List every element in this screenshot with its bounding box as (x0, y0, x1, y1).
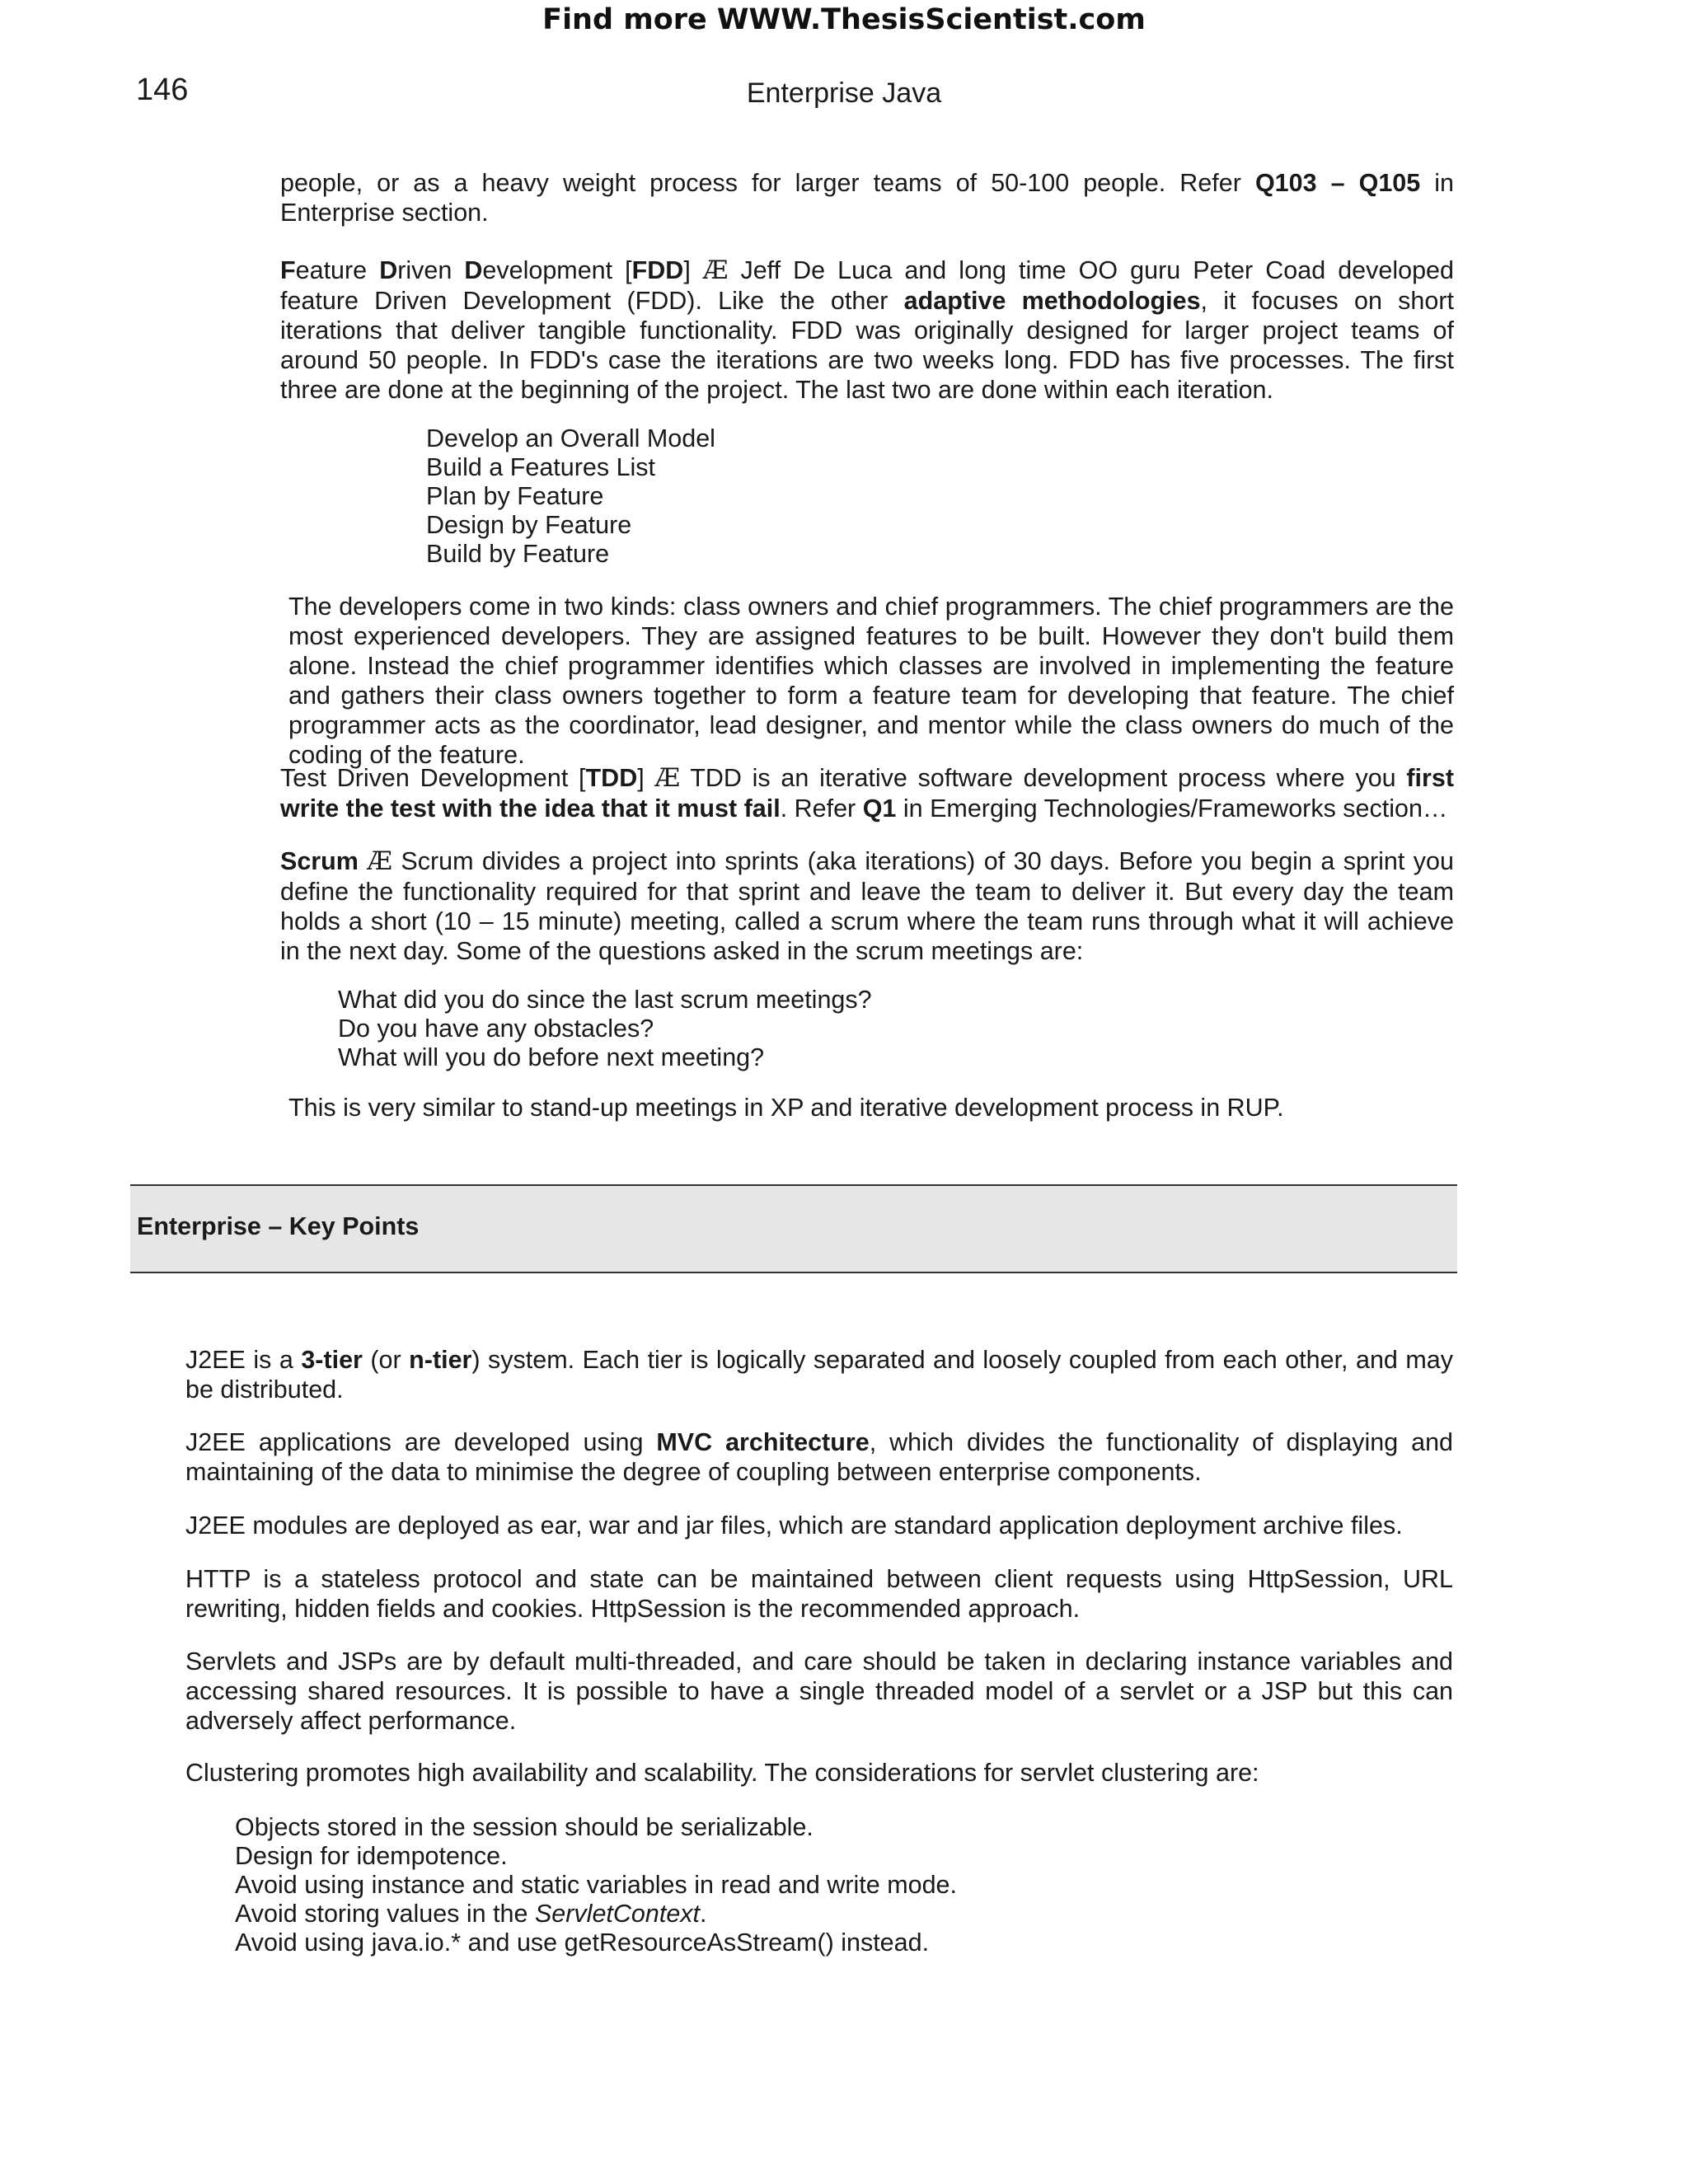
list-item: Avoid storing values in the ServletContext. (235, 1900, 707, 1928)
list-item: Build a Features List (426, 453, 656, 481)
list-item: Avoid using java.io.* and use getResourceAsStream() instead. (235, 1929, 930, 1957)
list-item: Avoid using instance and static variables in read and write mode. (235, 1871, 957, 1899)
key-point-3: J2EE modules are deployed as ear, war and jar files, which are standard application deployment archive files. (185, 1511, 1403, 1540)
scrum-questions-list (338, 986, 872, 1072)
list-item: What will you do before next meeting? (338, 1043, 765, 1071)
key-point-5: Servlets and JSPs are by default multi-threaded, and care should be taken in declaring instance variables and accessing shared resources. It is possible to have a single threaded model of a servlet or a JSP but this can adversely affect performance. (185, 1647, 1453, 1735)
list-item: Build by Feature (426, 540, 610, 568)
key-point-2: J2EE applications are developed using MVC architecture, which divides the functionality of displaying and maintaining of the data to minimise the degree of coupling between enterprise components. (185, 1428, 1453, 1486)
scrum-closing: This is very similar to stand-up meetings in XP and iterative development process in RUP. (288, 1094, 1284, 1122)
scrum-paragraph: Scrum Æ Scrum divides a project into sprints (aka iterations) of 30 days. Before you begin a sprint you define the functionality required for that sprint and leave the team to deliver it. But every day the team holds a short (10 – 15 minute) meeting, called a scrum where the team runs through what it will achieve in the next day. Some of the questions asked in the scrum meetings are: (280, 847, 1454, 965)
site-banner: Find more WWW.ThesisScientist.com (542, 3, 1146, 36)
fdd-process-list (426, 424, 715, 569)
developers-paragraph: The developers come in two kinds: class owners and chief programmers. The chief programmers are the most experienced developers. They are assigned features to be built. However they don't build them alone. Instead the chief programmer identifies which classes are involved in implementing the feature and gathers their class owners together to form a feature team for developing that feature. The chief programmer acts as the coordinator, lead designer, and mentor while the class owners do much of the coding of the feature. (288, 593, 1454, 769)
key-points-banner (130, 1184, 1457, 1273)
key-point-4: HTTP is a stateless protocol and state can be maintained between client requests using HttpSession, URL rewriting, hidden fields and cookies. HttpSession is the recommended approach. (185, 1565, 1453, 1623)
arrow-symbol: Æ (702, 256, 729, 285)
list-item: Do you have any obstacles? (338, 1015, 654, 1043)
arrow-symbol: Æ (654, 764, 680, 793)
running-title: Enterprise Java (746, 77, 942, 109)
list-item: Design for idempotence. (235, 1842, 508, 1870)
key-point-6: Clustering promotes high availability and scalability. The considerations for servlet clustering are: (185, 1759, 1259, 1787)
section-heading: Enterprise – Key Points (137, 1212, 420, 1240)
list-item: Design by Feature (426, 511, 632, 539)
intro-paragraph: people, or as a heavy weight process for larger teams of 50-100 people. Refer Q103 – Q105 in Enterprise section. (280, 169, 1454, 227)
list-item: Plan by Feature (426, 482, 604, 510)
page-number: 146 (136, 73, 189, 107)
tdd-paragraph: Test Driven Development [TDD] Æ TDD is an iterative software development process where you first write the test with the idea that it must fail. Refer Q1 in Emerging Technologies/Frameworks section… (280, 764, 1454, 823)
clustering-considerations-list (235, 1813, 957, 1957)
list-item: What did you do since the last scrum meetings? (338, 986, 872, 1014)
list-item: Objects stored in the session should be serializable. (235, 1813, 814, 1841)
key-point-1: J2EE is a 3-tier (or n-tier) system. Each tier is logically separated and loosely coupled from each other, and may be distributed. (185, 1346, 1453, 1404)
fdd-paragraph: Feature Driven Development [FDD] Æ Jeff De Luca and long time OO guru Peter Coad developed feature Driven Development (FDD). Like the other adaptive methodologies, it focuses on short iterations that deliver tangible functionality. FDD was originally designed for larger project teams of around 50 people. In FDD's case the iterations are two weeks long. FDD has five processes. The first three are done at the beginning of the project. The last two are done within each iteration. (280, 256, 1454, 404)
arrow-symbol: Æ (367, 847, 392, 876)
list-item: Develop an Overall Model (426, 424, 715, 452)
